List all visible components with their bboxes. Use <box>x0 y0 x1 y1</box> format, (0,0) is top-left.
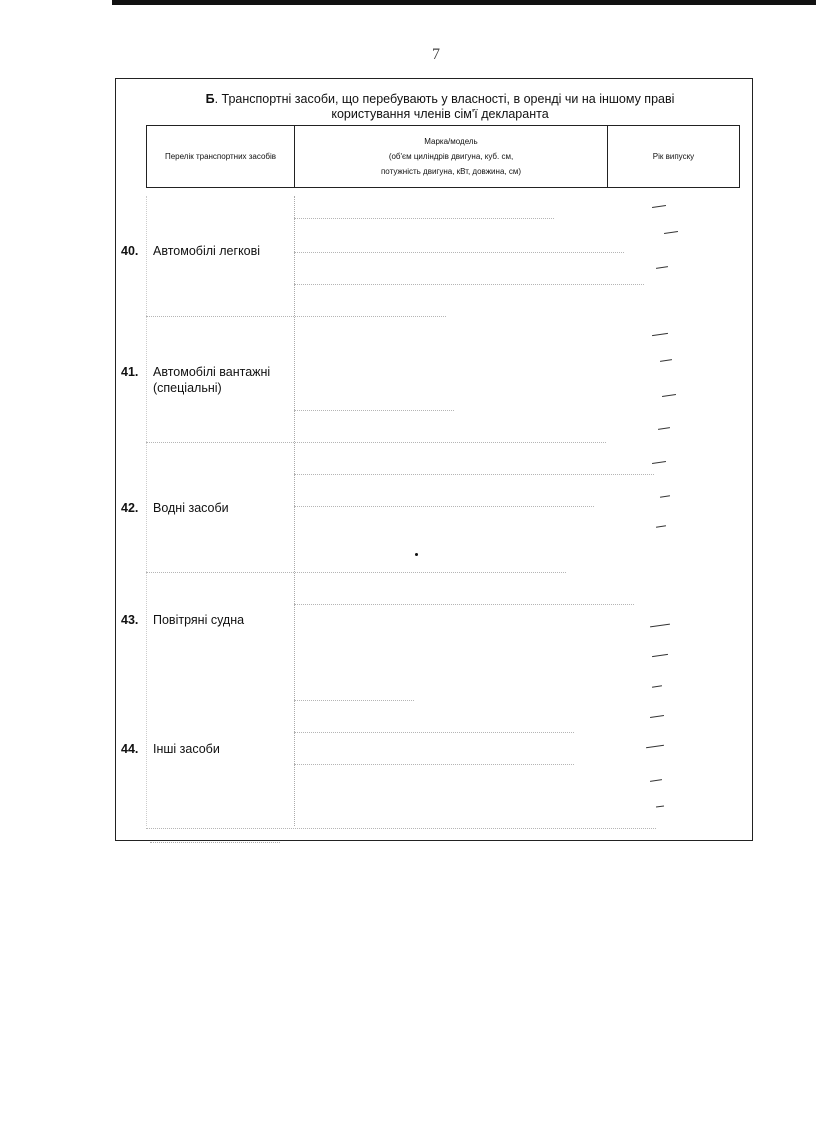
row-label: Автомобілі легкові <box>153 244 261 258</box>
dotted-line <box>294 252 624 253</box>
row-water-vehicles <box>121 500 293 516</box>
row-cars <box>121 243 293 259</box>
section-title-text: . Транспортні засоби, що перебувають у власності, в оренді чи на іншому праві <box>214 92 675 106</box>
row-other <box>121 741 293 757</box>
section-title-line2: користування членів сім'ї декларанта <box>331 107 549 121</box>
dotted-line <box>294 732 574 733</box>
dotted-line <box>294 700 414 701</box>
row-number: 43. <box>121 613 139 627</box>
row-aircraft <box>121 612 293 628</box>
row-trucks <box>121 364 293 396</box>
section-letter: Б <box>205 92 215 106</box>
row-number: 44. <box>121 742 139 756</box>
row-label: Інші засоби <box>153 742 220 756</box>
dotted-line <box>146 828 656 829</box>
section-title <box>150 92 730 122</box>
section-frame <box>115 78 753 841</box>
header-year-text: Рік випуску <box>652 152 695 161</box>
top-border-rule <box>112 0 816 5</box>
header-year <box>607 125 740 188</box>
header-make-model-sub2: потужність двигуна, кВт, довжина, см) <box>380 167 522 176</box>
header-make-model-title: Марка/модель <box>424 137 478 146</box>
header-vehicle-list-text: Перелік транспортних засобів <box>164 152 277 161</box>
bottom-dotted-rule <box>150 842 280 843</box>
dotted-line <box>294 604 634 605</box>
dotted-line <box>294 218 554 219</box>
page-number: 7 <box>432 46 440 63</box>
dotted-line <box>146 572 566 573</box>
row-label: Водні засоби <box>153 501 229 515</box>
dotted-line <box>294 474 654 475</box>
section-title-line1 <box>150 92 730 107</box>
dotted-line <box>294 506 594 507</box>
row-number: 42. <box>121 501 139 515</box>
header-vehicle-list <box>146 125 295 188</box>
header-make-model-sub1: (об'єм циліндрів двигуна, куб. см, <box>388 152 514 161</box>
dotted-line <box>146 442 606 443</box>
dotted-line <box>294 284 644 285</box>
dotted-line <box>146 316 446 317</box>
row-label: Повітряні судна <box>153 613 245 627</box>
row-number: 41. <box>121 365 139 379</box>
dotted-line <box>294 410 454 411</box>
ink-dot <box>415 553 418 556</box>
header-make-model <box>294 125 608 188</box>
dotted-line <box>294 764 574 765</box>
row-label: Автомобілі вантажні (спеціальні) <box>153 365 271 395</box>
row-number: 40. <box>121 244 139 258</box>
